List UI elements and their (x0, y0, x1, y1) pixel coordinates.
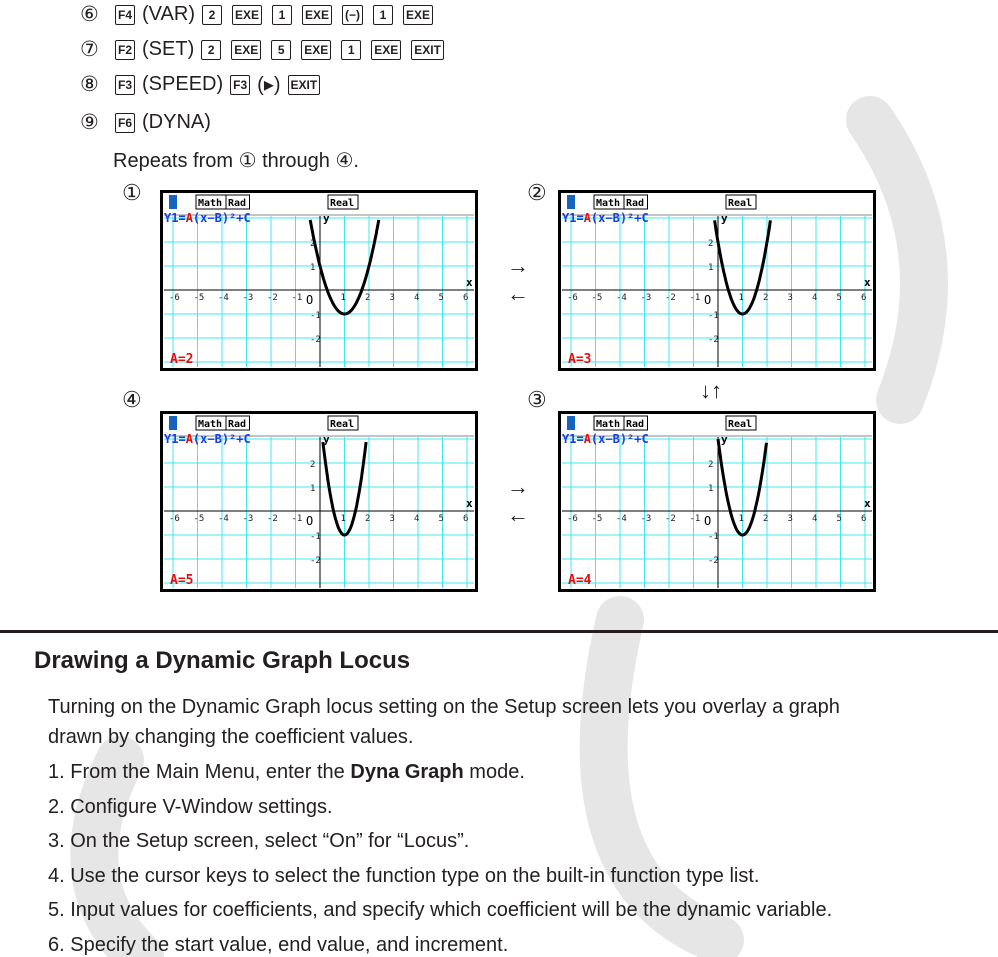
instruction-item (48, 934, 508, 957)
x-tick-label: 4 (414, 514, 420, 524)
x-tick-label: -3 (242, 293, 254, 303)
formula-coefficient: A (583, 432, 591, 446)
coefficient-value: A=3 (568, 352, 592, 367)
x-tick-label: 6 (861, 293, 867, 303)
y-tick-label: -1 (310, 532, 321, 542)
function-formula (562, 432, 649, 446)
function-formula (562, 211, 649, 225)
coefficient-value: A=5 (170, 573, 194, 588)
calc-key: 1 (341, 40, 361, 60)
formula-prefix: Y1= (164, 432, 186, 446)
calc-key: EXIT (411, 40, 444, 60)
x-tick-label: 4 (414, 293, 420, 303)
x-tick-label: 5 (836, 514, 842, 524)
step-number: ⑥ (80, 3, 99, 26)
x-tick-label: 1 (340, 514, 346, 524)
calc-screen-1 (160, 190, 478, 371)
y-tick-label: -1 (708, 311, 719, 321)
key-step (80, 72, 323, 97)
status-text: Math (198, 198, 223, 209)
calc-key: 2 (202, 5, 222, 25)
y-axis-label: y (721, 433, 728, 446)
arrow-right: → (507, 253, 529, 278)
coefficient-value: A=4 (568, 573, 592, 588)
status-text: Math (198, 419, 223, 430)
calc-key: EXE (371, 40, 401, 60)
calc-key: 2 (201, 40, 221, 60)
screen-label-2: ② (527, 180, 547, 205)
item-text: mode. (463, 761, 525, 783)
instruction-item (48, 761, 525, 784)
function-key: F6 (115, 113, 135, 133)
x-tick-label: -3 (640, 293, 652, 303)
x-tick-label: -5 (591, 514, 603, 524)
calc-key: EXE (232, 5, 262, 25)
y-tick-label: -1 (708, 532, 719, 542)
screen-label-4: ④ (122, 387, 142, 412)
y-axis-label: y (721, 212, 728, 225)
x-tick-label: -2 (267, 293, 278, 303)
formula-prefix: Y1= (562, 432, 584, 446)
x-tick-label: -6 (169, 514, 180, 524)
x-tick-label: -2 (665, 293, 676, 303)
origin-label: O (704, 514, 712, 528)
x-tick-label: 3 (389, 514, 395, 524)
instruction-item (48, 830, 469, 853)
x-tick-label: 3 (389, 293, 395, 303)
step-number: ⑨ (80, 111, 99, 134)
battery-icon (169, 195, 177, 209)
status-text: Real (728, 419, 753, 430)
x-tick-label: -6 (169, 293, 180, 303)
formula-coefficient: A (185, 432, 193, 446)
x-tick-label: -6 (567, 514, 578, 524)
formula-prefix: Y1= (164, 211, 186, 225)
function-key: F2 (115, 40, 135, 60)
x-tick-label: 3 (787, 514, 793, 524)
x-tick-label: -4 (616, 293, 627, 303)
x-tick-label: 3 (787, 293, 793, 303)
x-tick-label: -4 (218, 514, 229, 524)
x-tick-label: -3 (640, 514, 652, 524)
screen-label-3: ③ (527, 387, 547, 412)
y-tick-label: 2 (708, 460, 714, 470)
calc-screen-3 (558, 411, 876, 592)
key-step (80, 110, 211, 135)
battery-icon (567, 195, 575, 209)
item-text: 6. Specify the start value, end value, and increment. (48, 933, 509, 956)
formula-coefficient: A (583, 211, 591, 225)
origin-label: O (704, 293, 712, 307)
key-step (80, 2, 436, 27)
section-title: Drawing a Dynamic Graph Locus (34, 647, 411, 674)
battery-icon (169, 416, 177, 430)
instruction-item (48, 899, 832, 922)
y-tick-label: 1 (708, 484, 714, 494)
x-tick-label: -1 (689, 293, 701, 303)
x-tick-label: 6 (463, 514, 469, 524)
x-tick-label: -3 (242, 514, 254, 524)
calc-screen-2 (558, 190, 876, 371)
arrow-right: → (507, 474, 529, 499)
x-tick-label: 2 (365, 293, 371, 303)
coefficient-value: A=2 (170, 352, 194, 367)
x-tick-label: 6 (463, 293, 469, 303)
x-tick-label: -5 (193, 293, 205, 303)
y-tick-label: 2 (310, 460, 316, 470)
arrow-left: ← (507, 281, 529, 306)
section-divider (0, 630, 998, 633)
key-label: (DYNA) (142, 111, 211, 133)
x-tick-label: -1 (291, 514, 303, 524)
status-text: Rad (228, 198, 247, 209)
function-formula (164, 432, 251, 446)
status-text: Rad (228, 419, 247, 430)
item-text: 5. Input values for coefficients, and specify which coefficient will be the dynamic variable. (48, 899, 833, 921)
y-axis-label: y (323, 433, 330, 446)
x-axis-label: x (466, 497, 473, 510)
instruction-item (48, 796, 333, 819)
step-number: ⑧ (80, 73, 99, 96)
step-number: ⑦ (80, 38, 99, 61)
x-tick-label: 1 (340, 293, 346, 303)
x-tick-label: -1 (689, 514, 701, 524)
status-text: Rad (626, 419, 645, 430)
x-tick-label: 2 (365, 514, 371, 524)
x-tick-label: -6 (567, 293, 578, 303)
item-text: 4. Use the cursor keys to select the function type on the built-in function type list. (48, 864, 760, 887)
calc-key: 5 (271, 40, 291, 60)
x-tick-label: 4 (812, 514, 818, 524)
y-tick-label: 2 (310, 239, 316, 249)
y-tick-label: -2 (708, 556, 719, 566)
x-tick-label: 5 (438, 514, 444, 524)
origin-label: O (306, 514, 314, 528)
repeat-text: Repeats from ① through ④. (113, 150, 359, 172)
status-text: Real (728, 198, 753, 209)
battery-icon (567, 416, 575, 430)
key-label: (▸) (257, 74, 281, 96)
calc-key: F3 (230, 75, 250, 95)
x-tick-label: -2 (665, 514, 676, 524)
y-tick-label: 1 (310, 263, 316, 273)
formula-prefix: Y1= (562, 211, 584, 225)
formula-coefficient: A (185, 211, 193, 225)
x-axis-label: x (466, 276, 473, 289)
origin-label: O (306, 293, 314, 307)
x-tick-label: -4 (218, 293, 229, 303)
y-tick-label: -2 (310, 556, 321, 566)
item-text: 1. From the Main Menu, enter the (48, 761, 351, 783)
formula-rest: (x−B)²+C (590, 211, 649, 225)
calc-key: 1 (272, 5, 292, 25)
screen-label-1: ① (122, 180, 142, 205)
x-tick-label: 2 (763, 293, 769, 303)
y-tick-label: -2 (708, 335, 719, 345)
x-tick-label: 1 (738, 514, 744, 524)
calc-key: EXE (302, 5, 332, 25)
y-axis-label: y (323, 212, 330, 225)
key-label: (SPEED) (142, 73, 224, 95)
instruction-item (48, 865, 759, 888)
x-tick-label: 1 (738, 293, 744, 303)
x-tick-label: -2 (267, 514, 278, 524)
status-text: Real (330, 198, 355, 209)
x-axis-label: x (864, 497, 871, 510)
formula-rest: (x−B)²+C (590, 432, 649, 446)
status-text: Math (596, 419, 621, 430)
item-text: 2. Configure V-Window settings. (48, 795, 333, 818)
y-tick-label: -2 (310, 335, 321, 345)
function-key: F3 (115, 75, 135, 95)
formula-rest: (x−B)²+C (192, 432, 251, 446)
x-tick-label: 5 (836, 293, 842, 303)
calc-key: EXE (231, 40, 261, 60)
arrow-left: ← (507, 502, 529, 527)
x-tick-label: 2 (763, 514, 769, 524)
calc-key: EXE (301, 40, 331, 60)
x-axis-label: x (864, 276, 871, 289)
calc-key: 1 (373, 5, 393, 25)
x-tick-label: -4 (616, 514, 627, 524)
x-tick-label: 6 (861, 514, 867, 524)
y-tick-label: 1 (708, 263, 714, 273)
key-label: (VAR) (142, 3, 195, 25)
intro-line-2: drawn by changing the coefficient values. (48, 726, 414, 748)
y-tick-label: 2 (708, 239, 714, 249)
arrow-down-up: ↓↑ (700, 378, 722, 403)
y-tick-label: -1 (310, 311, 321, 321)
status-text: Real (330, 419, 355, 430)
status-text: Math (596, 198, 621, 209)
x-tick-label: 5 (438, 293, 444, 303)
x-tick-label: -1 (291, 293, 303, 303)
status-text: Rad (626, 198, 645, 209)
y-tick-label: 1 (310, 484, 316, 494)
x-tick-label: 4 (812, 293, 818, 303)
intro-line-1: Turning on the Dynamic Graph locus setting on the Setup screen lets you overlay a graph (48, 696, 840, 718)
x-tick-label: -5 (591, 293, 603, 303)
mode-name: Dyna Graph (350, 761, 464, 783)
formula-rest: (x−B)²+C (192, 211, 251, 225)
function-key: F4 (115, 5, 135, 25)
calc-screen-4 (160, 411, 478, 592)
x-tick-label: -5 (193, 514, 205, 524)
function-formula (164, 211, 251, 225)
calc-key: EXE (403, 5, 433, 25)
item-text: 3. On the Setup screen, select “On” for “Locus”. (48, 830, 470, 852)
calc-key: (−) (342, 5, 363, 25)
key-step (80, 37, 447, 62)
calc-key: EXIT (288, 75, 321, 95)
key-label: (SET) (142, 38, 195, 60)
